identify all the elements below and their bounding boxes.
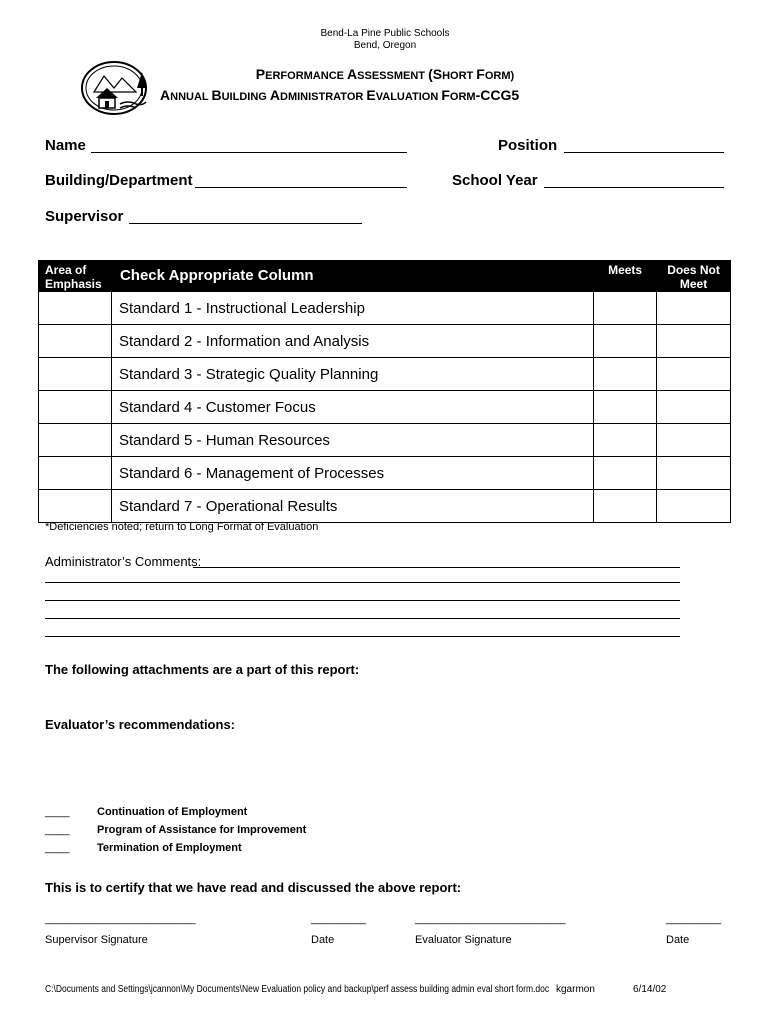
area-cell[interactable] [39,490,112,523]
table-row [39,292,731,325]
supervisor-date-label: Date [311,934,335,946]
name-field[interactable] [91,152,407,153]
evaluator-date-line[interactable]: ___________ [666,913,722,925]
col-area-of-emphasis: Area of Emphasis [39,261,112,292]
area-cell[interactable] [39,358,112,391]
does-not-meet-cell[interactable] [657,391,731,424]
table-row [39,358,731,391]
table-row [39,457,731,490]
standard-label: Standard 4 - Customer Focus [111,391,593,424]
position-field[interactable] [564,152,724,153]
standard-label: Standard 7 - Operational Results [111,490,593,523]
comments-line-2[interactable] [45,582,680,583]
evaluator-date-label: Date [666,934,690,946]
area-cell[interactable] [39,391,112,424]
district-name: Bend-La Pine Public Schools [320,28,450,39]
option-termination: Termination of Employment [97,842,242,854]
area-cell[interactable] [39,424,112,457]
deficiency-footnote: *Deficiencies noted; return to Long Format of Evaluation [45,521,319,533]
table-row [39,424,731,457]
does-not-meet-cell[interactable] [657,490,731,523]
standard-label: Standard 1 - Instructional Leadership [111,292,593,325]
supervisor-date-line[interactable]: ___________ [311,913,367,925]
table-row [39,490,731,523]
district-logo [80,58,152,116]
col-check-appropriate: Check Appropriate Column [111,261,593,292]
does-not-meet-cell[interactable] [657,358,731,391]
option-blank[interactable]: ____ [45,824,70,836]
name-label: Name [45,137,86,154]
area-cell[interactable] [39,292,112,325]
building-field[interactable] [195,187,407,188]
school-year-field[interactable] [544,187,724,188]
col-does-not-meet: Does Not Meet [657,261,731,292]
supervisor-label: Supervisor [45,208,124,225]
does-not-meet-cell[interactable] [657,457,731,490]
meets-cell[interactable] [594,424,657,457]
attachments-label: The following attachments are a part of this report: [45,662,360,677]
col-meets: Meets [594,261,657,292]
comments-line-1[interactable] [193,567,680,568]
meets-cell[interactable] [594,325,657,358]
meets-cell[interactable] [594,358,657,391]
footer-file-path: C:\Documents and Settings\jcannon\My Documents\New Evaluation policy and backup\perf assess building admin eval short form.doc [45,984,550,995]
area-cell[interactable] [39,325,112,358]
evaluator-signature-label: Evaluator Signature [415,934,512,946]
evaluator-signature-line[interactable]: ______________________________ [415,913,566,925]
standard-label: Standard 3 - Strategic Quality Planning [111,358,593,391]
area-cell[interactable] [39,457,112,490]
meets-cell[interactable] [594,292,657,325]
table-row [39,325,731,358]
standard-label: Standard 6 - Management of Processes [111,457,593,490]
option-assistance: Program of Assistance for Improvement [97,824,307,836]
recommendations-label: Evaluator’s recommendations: [45,717,235,732]
footer-author: kgarmon [556,984,595,995]
comments-line-5[interactable] [45,636,680,637]
does-not-meet-cell[interactable] [657,325,731,358]
building-label: Building/Department [45,172,193,189]
form-title-line2: ANNUAL BUILDING ADMINISTRATOR EVALUATION FORM-CCG5 [160,87,520,103]
certify-label: This is to certify that we have read and discussed the above report: [45,880,462,895]
comments-line-4[interactable] [45,618,680,619]
meets-cell[interactable] [594,490,657,523]
position-label: Position [498,137,558,154]
standard-label: Standard 2 - Information and Analysis [111,325,593,358]
does-not-meet-cell[interactable] [657,424,731,457]
option-blank[interactable]: ____ [45,842,70,854]
district-city: Bend, Oregon [353,40,417,51]
meets-cell[interactable] [594,391,657,424]
comments-label: Administrator’s Comments: [45,554,202,569]
supervisor-field[interactable] [129,223,362,224]
footer-date: 6/14/02 [633,984,667,995]
option-continuation: Continuation of Employment [97,806,248,818]
school-year-label: School Year [452,172,538,189]
standard-label: Standard 5 - Human Resources [111,424,593,457]
meets-cell[interactable] [594,457,657,490]
standards-table [38,260,731,523]
table-row [39,391,731,424]
form-title-line1: PERFORMANCE ASSESSMENT (SHORT FORM) [255,66,515,82]
supervisor-signature-line[interactable]: ______________________________ [45,913,196,925]
does-not-meet-cell[interactable] [657,292,731,325]
comments-line-3[interactable] [45,600,680,601]
option-blank[interactable]: ____ [45,806,70,818]
supervisor-signature-label: Supervisor Signature [45,934,148,946]
